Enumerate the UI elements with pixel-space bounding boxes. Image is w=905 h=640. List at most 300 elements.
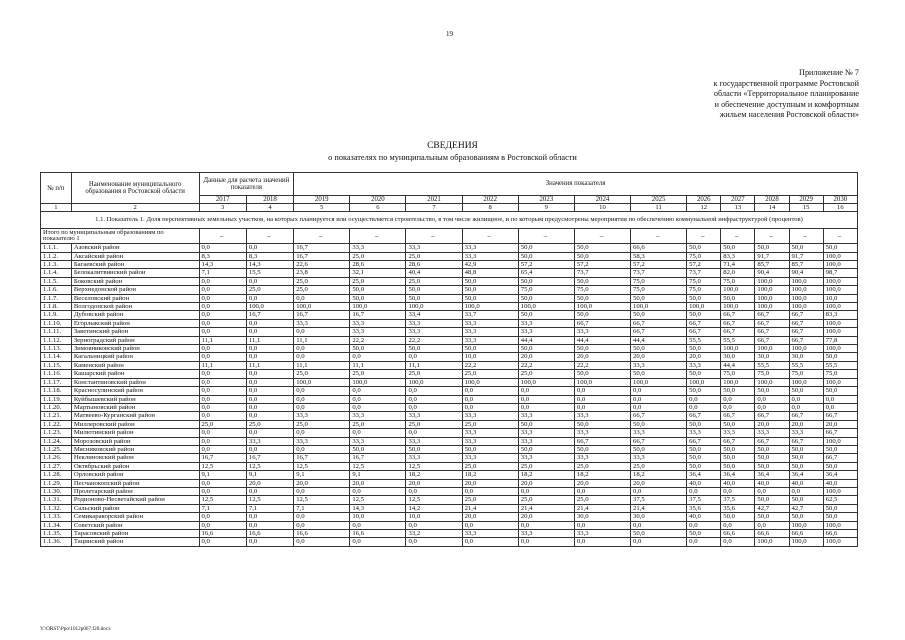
indicator-value: 7,1: [199, 269, 246, 277]
column-number: 5: [294, 204, 350, 212]
indicator-value: 100,0: [687, 303, 721, 311]
indicator-value: 100,0: [294, 378, 350, 386]
table-row: [41, 471, 858, 479]
indicator-value: 66,7: [789, 412, 823, 420]
indicator-value: 100,0: [574, 378, 630, 386]
indicator-value: 21,4: [631, 504, 687, 512]
indicator-value: 100,0: [721, 303, 755, 311]
row-number: 1.1.28.: [41, 471, 72, 479]
column-number: 11: [631, 204, 687, 212]
indicator-value: 40,0: [687, 513, 721, 521]
indicator-value: 75,0: [687, 286, 721, 294]
indicator-value: 33,3: [631, 361, 687, 369]
total-value: –: [721, 229, 755, 244]
indicator-value: 21,4: [518, 504, 574, 512]
indicator-value: 0,0: [631, 538, 687, 546]
indicator-value: 0,0: [199, 521, 246, 529]
indicator-value: 0,0: [294, 387, 350, 395]
indicator-value: 16,7: [294, 252, 350, 260]
table-row: [41, 261, 858, 269]
row-number: 1.1.13.: [41, 345, 72, 353]
indicator-value: 0,0: [406, 538, 462, 546]
indicator-value: 66,7: [687, 319, 721, 327]
table-row: [41, 269, 858, 277]
indicator-value: 9,1: [246, 471, 293, 479]
indicator-value: 50,0: [574, 345, 630, 353]
indicator-value: 0,0: [406, 403, 462, 411]
row-number: 1.1.17.: [41, 378, 72, 386]
indicator-value: 0,0: [406, 353, 462, 361]
indicator-value: 50,0: [789, 445, 823, 453]
indicator-value: 33,3: [687, 429, 721, 437]
row-number: 1.1.23.: [41, 429, 72, 437]
indicator-value: 100,0: [755, 277, 789, 285]
indicator-value: 50,0: [687, 311, 721, 319]
indicator-value: 100,0: [574, 303, 630, 311]
indicator-value: 57,2: [574, 261, 630, 269]
indicator-value: 50,0: [462, 445, 518, 453]
row-number: 1.1.27.: [41, 462, 72, 470]
indicator-value: 66,7: [789, 336, 823, 344]
indicator-value: 0,0: [246, 345, 293, 353]
indicator-value: 50,0: [350, 345, 406, 353]
indicator-value: 0,0: [199, 294, 246, 302]
indicator-value: 91,7: [755, 252, 789, 260]
indicator-value: 66,7: [631, 412, 687, 420]
indicator-value: 66,6: [755, 530, 789, 538]
indicator-value: 36,4: [755, 471, 789, 479]
indicator-value: 0,0: [687, 521, 721, 529]
district-name: Сальский район: [71, 504, 199, 512]
row-number: 1.1.15.: [41, 361, 72, 369]
district-name: Милютинский район: [71, 429, 199, 437]
indicator-value: 28,6: [350, 261, 406, 269]
indicator-value: 100,0: [823, 303, 857, 311]
indicator-value: 100,0: [789, 303, 823, 311]
indicator-value: 50,0: [574, 277, 630, 285]
table-row: [41, 294, 858, 302]
indicator-value: 66,7: [721, 437, 755, 445]
indicator-value: 37,5: [687, 496, 721, 504]
appendix-line: Приложение № 7: [799, 68, 859, 77]
indicator-value: 0,0: [721, 487, 755, 495]
indicator-value: 66,6: [789, 530, 823, 538]
indicator-value: 0,0: [687, 538, 721, 546]
indicator-value: 50,0: [462, 345, 518, 353]
indicator-value: 0,0: [246, 403, 293, 411]
indicator-value: 50,0: [687, 454, 721, 462]
district-name: Багаевский район: [71, 261, 199, 269]
table-row: [41, 513, 858, 521]
header-name: Наименование муниципального образования в Ростовской области: [71, 173, 199, 204]
indicator-value: 100,0: [294, 303, 350, 311]
indicator-value: 100,0: [823, 538, 857, 546]
indicator-value: 20,0: [574, 353, 630, 361]
indicator-value: 12,5: [350, 462, 406, 470]
indicator-value: 0,0: [789, 403, 823, 411]
indicator-value: 100,0: [823, 437, 857, 445]
indicator-value: 75,0: [687, 277, 721, 285]
indicator-value: 33,3: [518, 412, 574, 420]
indicator-value: 18,2: [631, 471, 687, 479]
indicator-value: 66,7: [823, 454, 857, 462]
indicator-value: 0,0: [246, 538, 293, 546]
indicator-value: 50,0: [721, 513, 755, 521]
table-row: [41, 387, 858, 395]
indicator-value: 0,0: [246, 487, 293, 495]
indicator-value: 10,0: [350, 513, 406, 521]
indicator-value: 100,0: [518, 303, 574, 311]
indicator-value: 0,0: [755, 521, 789, 529]
indicator-value: 50,0: [350, 286, 406, 294]
indicator-value: 0,0: [350, 395, 406, 403]
appendix-line: жильем населения Ростовской области»: [719, 110, 859, 120]
indicator-value: 50,0: [721, 294, 755, 302]
indicator-value: 12,5: [350, 496, 406, 504]
indicator-value: 22,2: [518, 361, 574, 369]
indicator-value: 0,0: [462, 521, 518, 529]
indicator-value: 0,0: [406, 429, 462, 437]
indicator-value: 50,0: [721, 420, 755, 428]
district-name: Семикаракорский район: [71, 513, 199, 521]
total-value: –: [574, 229, 630, 244]
header-year: 2025: [631, 196, 687, 204]
indicator-value: 0,0: [687, 403, 721, 411]
indicator-value: 0,0: [631, 395, 687, 403]
indicator-value: 100,0: [823, 252, 857, 260]
indicator-value: 16,7: [294, 244, 350, 252]
row-number: 1.1.6.: [41, 286, 72, 294]
row-number: 1.1.2.: [41, 252, 72, 260]
table-row: [41, 504, 858, 512]
indicator-value: 57,2: [687, 261, 721, 269]
indicator-value: 75,0: [823, 370, 857, 378]
row-number: 1.1.22.: [41, 420, 72, 428]
indicator-value: 40,0: [789, 479, 823, 487]
indicator-value: 50,0: [631, 530, 687, 538]
indicator-value: 0,0: [574, 521, 630, 529]
footer-file-path: Y:\ORST\Ppo\1012p067.f20.docx: [40, 626, 111, 632]
indicator-value: 40,4: [406, 269, 462, 277]
indicator-value: 33,3: [462, 454, 518, 462]
indicator-value: 25,0: [462, 462, 518, 470]
row-number: 1.1.25.: [41, 445, 72, 453]
indicator-value: 66,7: [721, 328, 755, 336]
indicator-value: 20,0: [518, 479, 574, 487]
district-name: Мясниковский район: [71, 445, 199, 453]
indicator-value: 100,0: [823, 286, 857, 294]
indicator-value: 100,0: [350, 378, 406, 386]
indicator-value: 50,0: [687, 387, 721, 395]
district-name: Дубовский район: [71, 311, 199, 319]
header-year: 2022: [462, 196, 518, 204]
indicator-value: 12,5: [199, 462, 246, 470]
indicator-value: 30,0: [574, 513, 630, 521]
indicator-value: 40,0: [721, 479, 755, 487]
indicator-value: 50,0: [406, 345, 462, 353]
indicator-value: 14,2: [406, 504, 462, 512]
indicator-value: 0,0: [246, 277, 293, 285]
indicator-value: 20,0: [294, 479, 350, 487]
indicator-value: 90,4: [755, 269, 789, 277]
district-name: Каменский район: [71, 361, 199, 369]
indicator-value: 37,5: [721, 496, 755, 504]
district-name: Егорлыкский район: [71, 319, 199, 327]
indicator-value: 83,3: [823, 311, 857, 319]
indicator-value: 25,0: [406, 252, 462, 260]
indicator-value: 37,5: [631, 496, 687, 504]
indicator-value: 50,0: [823, 513, 857, 521]
indicator-value: 33,3: [350, 319, 406, 327]
indicator-value: 50,0: [789, 462, 823, 470]
indicator-value: 0,0: [462, 538, 518, 546]
indicator-value: 36,4: [789, 471, 823, 479]
indicator-value: 0,0: [518, 403, 574, 411]
indicator-value: 0,0: [199, 513, 246, 521]
indicator-value: 30,0: [631, 513, 687, 521]
indicator-value: 20,0: [350, 479, 406, 487]
district-name: Пролетарский район: [71, 487, 199, 495]
indicator-value: 0,0: [755, 403, 789, 411]
indicator-value: 0,0: [246, 387, 293, 395]
table-row: [41, 496, 858, 504]
indicator-value: 0,0: [350, 487, 406, 495]
row-number: 1.1.20.: [41, 403, 72, 411]
indicator-value: 20,0: [406, 479, 462, 487]
indicator-value: 0,0: [199, 353, 246, 361]
indicator-value: 73,7: [687, 269, 721, 277]
table-row: [41, 252, 858, 260]
indicator-value: 42,7: [789, 504, 823, 512]
row-number: 1.1.19.: [41, 395, 72, 403]
table-row: [41, 395, 858, 403]
row-number: 1.1.14.: [41, 353, 72, 361]
indicator-value: 20,0: [823, 420, 857, 428]
indicator-value: 33,3: [755, 429, 789, 437]
row-number: 1.1.1.: [41, 244, 72, 252]
column-number: 15: [789, 204, 823, 212]
indicator-value: 0,0: [246, 429, 293, 437]
indicator-value: 0,0: [294, 328, 350, 336]
indicator-value: 33,3: [406, 437, 462, 445]
column-number: 14: [755, 204, 789, 212]
indicator-value: 20,0: [246, 479, 293, 487]
indicator-value: 50,0: [574, 311, 630, 319]
indicator-value: 50,0: [721, 244, 755, 252]
indicator-value: 50,0: [687, 244, 721, 252]
indicator-value: 33,3: [406, 454, 462, 462]
indicator-value: 100,0: [789, 286, 823, 294]
district-name: Заветинский район: [71, 328, 199, 336]
indicator-value: 44,4: [721, 361, 755, 369]
indicator-value: 11,1: [294, 361, 350, 369]
indicator-value: 0,0: [789, 487, 823, 495]
indicator-value: 33,7: [462, 311, 518, 319]
indicator-value: 0,0: [246, 445, 293, 453]
indicator-value: 66,7: [823, 412, 857, 420]
indicator-value: 33,3: [631, 454, 687, 462]
indicator-value: 73,7: [574, 269, 630, 277]
table-row: [41, 353, 858, 361]
district-name: Зерноградский район: [71, 336, 199, 344]
indicator-value: 33,3: [518, 437, 574, 445]
row-number: 1.1.30.: [41, 487, 72, 495]
indicator-value: 50,0: [721, 445, 755, 453]
indicator-value: 66,7: [721, 412, 755, 420]
indicator-value: 16,6: [350, 530, 406, 538]
indicator-value: 11,1: [406, 361, 462, 369]
indicator-value: 0,0: [199, 345, 246, 353]
indicator-value: 50,0: [631, 345, 687, 353]
header-num: № п/п: [41, 173, 72, 204]
indicator-value: 18,2: [462, 471, 518, 479]
indicator-value: 100,0: [755, 286, 789, 294]
indicator-value: 25,0: [462, 496, 518, 504]
indicator-value: 0,0: [199, 286, 246, 294]
indicator-value: 66,7: [574, 437, 630, 445]
district-name: Советский район: [71, 521, 199, 529]
indicator-value: 0,0: [294, 445, 350, 453]
indicator-value: 20,0: [462, 513, 518, 521]
total-value: –: [350, 229, 406, 244]
indicator-value: 33,3: [574, 530, 630, 538]
indicator-value: 0,0: [199, 429, 246, 437]
indicator-value: 25,0: [199, 420, 246, 428]
indicator-value: 32,1: [350, 269, 406, 277]
table-row: [41, 420, 858, 428]
indicator-value: 100,0: [789, 345, 823, 353]
indicator-value: 50,0: [755, 462, 789, 470]
indicator-value: 50,0: [755, 496, 789, 504]
district-name: Кашарский район: [71, 370, 199, 378]
indicator-value: 16,7: [294, 454, 350, 462]
indicator-value: 50,0: [406, 445, 462, 453]
header-year: 2020: [350, 196, 406, 204]
indicator-value: 50,0: [631, 445, 687, 453]
district-name: Белокалитвинский район: [71, 269, 199, 277]
indicator-value: 66,7: [789, 328, 823, 336]
indicator-value: 40,0: [687, 479, 721, 487]
indicator-value: 91,7: [789, 252, 823, 260]
indicator-value: 10,0: [823, 294, 857, 302]
indicator-value: 33,3: [462, 429, 518, 437]
row-number: 1.1.31.: [41, 496, 72, 504]
indicator-value: 0,0: [518, 521, 574, 529]
indicator-value: 0,0: [350, 403, 406, 411]
indicator-value: 50,0: [687, 462, 721, 470]
indicator-value: 0,0: [631, 387, 687, 395]
indicator-value: 0,0: [199, 437, 246, 445]
indicator-value: 98,7: [823, 269, 857, 277]
indicator-value: 11,1: [199, 336, 246, 344]
indicator-value: 25,0: [294, 277, 350, 285]
indicator-value: 0,0: [199, 328, 246, 336]
indicator-value: 12,5: [246, 496, 293, 504]
indicator-value: 50,0: [687, 420, 721, 428]
indicator-value: 33,3: [518, 530, 574, 538]
row-number: 1.1.11.: [41, 328, 72, 336]
table-row: [41, 462, 858, 470]
indicator-value: 0,0: [687, 487, 721, 495]
indicator-value: 50,0: [574, 244, 630, 252]
indicator-value: 73,7: [631, 269, 687, 277]
indicator-value: 0,0: [294, 513, 350, 521]
table-row: [41, 361, 858, 369]
indicator-value: 0,0: [294, 345, 350, 353]
indicator-value: 50,0: [823, 445, 857, 453]
row-number: 1.1.34.: [41, 521, 72, 529]
indicator-value: 50,0: [631, 420, 687, 428]
indicator-value: 0,0: [199, 311, 246, 319]
indicator-value: 0,0: [755, 395, 789, 403]
indicator-value: 100,0: [823, 319, 857, 327]
indicator-value: 50,0: [789, 513, 823, 521]
table-row: [41, 538, 858, 546]
indicator-value: 50,0: [755, 244, 789, 252]
indicator-value: 33,3: [518, 454, 574, 462]
table-row: [41, 412, 858, 420]
indicator-value: 0,0: [246, 378, 293, 386]
indicator-value: 25,0: [350, 420, 406, 428]
indicator-value: 100,0: [755, 378, 789, 386]
indicator-value: 50,0: [462, 277, 518, 285]
indicator-value: 100,0: [518, 378, 574, 386]
column-number: 2: [71, 204, 199, 212]
indicators-table: [40, 172, 858, 547]
district-name: Аксайский район: [71, 252, 199, 260]
indicator-value: 20,0: [462, 479, 518, 487]
district-name: Кагальницкий район: [71, 353, 199, 361]
district-name: Орловский район: [71, 471, 199, 479]
indicator-value: 66,7: [789, 437, 823, 445]
indicator-value: 0,0: [350, 429, 406, 437]
indicator-value: 25,0: [518, 462, 574, 470]
indicator-value: 0,0: [294, 521, 350, 529]
indicator-value: 66,7: [687, 437, 721, 445]
header-year: 2029: [789, 196, 823, 204]
indicator-value: 30,0: [789, 353, 823, 361]
indicator-value: 22,2: [462, 361, 518, 369]
indicator-value: 7,1: [246, 504, 293, 512]
indicator-value: 0,0: [518, 387, 574, 395]
indicator-value: 12,5: [246, 462, 293, 470]
row-number: 1.1.21.: [41, 412, 72, 420]
indicator-value: 50,0: [631, 294, 687, 302]
indicator-value: 66,6: [721, 530, 755, 538]
indicator-value: 0,0: [199, 277, 246, 285]
indicator-value: 22,2: [350, 336, 406, 344]
indicator-value: 100,0: [721, 378, 755, 386]
document-subtitle: о показателях по муниципальным образованиям в Ростовской области: [328, 153, 577, 162]
indicator-value: 100,0: [631, 303, 687, 311]
indicator-value: 57,2: [631, 261, 687, 269]
indicator-value: 16,7: [350, 454, 406, 462]
header-year: 2019: [294, 196, 350, 204]
indicator-value: 50,0: [789, 387, 823, 395]
indicator-value: 66,7: [755, 412, 789, 420]
indicator-value: 66,7: [789, 319, 823, 327]
indicator-value: 16,7: [246, 454, 293, 462]
indicator-value: 50,0: [350, 445, 406, 453]
section-title: 1.1. Показатель 1. Доля перспективных земельных участков, на которых планируется или осуществляется строительство, в том числе жилищное, и по которым предусмотрены мероприятия по обеспечению коммунальной инфраструктурой (процентов): [41, 212, 858, 229]
indicator-value: 77,8: [823, 336, 857, 344]
indicator-value: 18,2: [574, 471, 630, 479]
row-number: 1.1.10.: [41, 319, 72, 327]
total-value: –: [687, 229, 721, 244]
table-row: [41, 319, 858, 327]
indicator-value: 82,0: [721, 269, 755, 277]
total-label: Итого по муниципальным образованиям по показателю 1: [41, 229, 200, 244]
